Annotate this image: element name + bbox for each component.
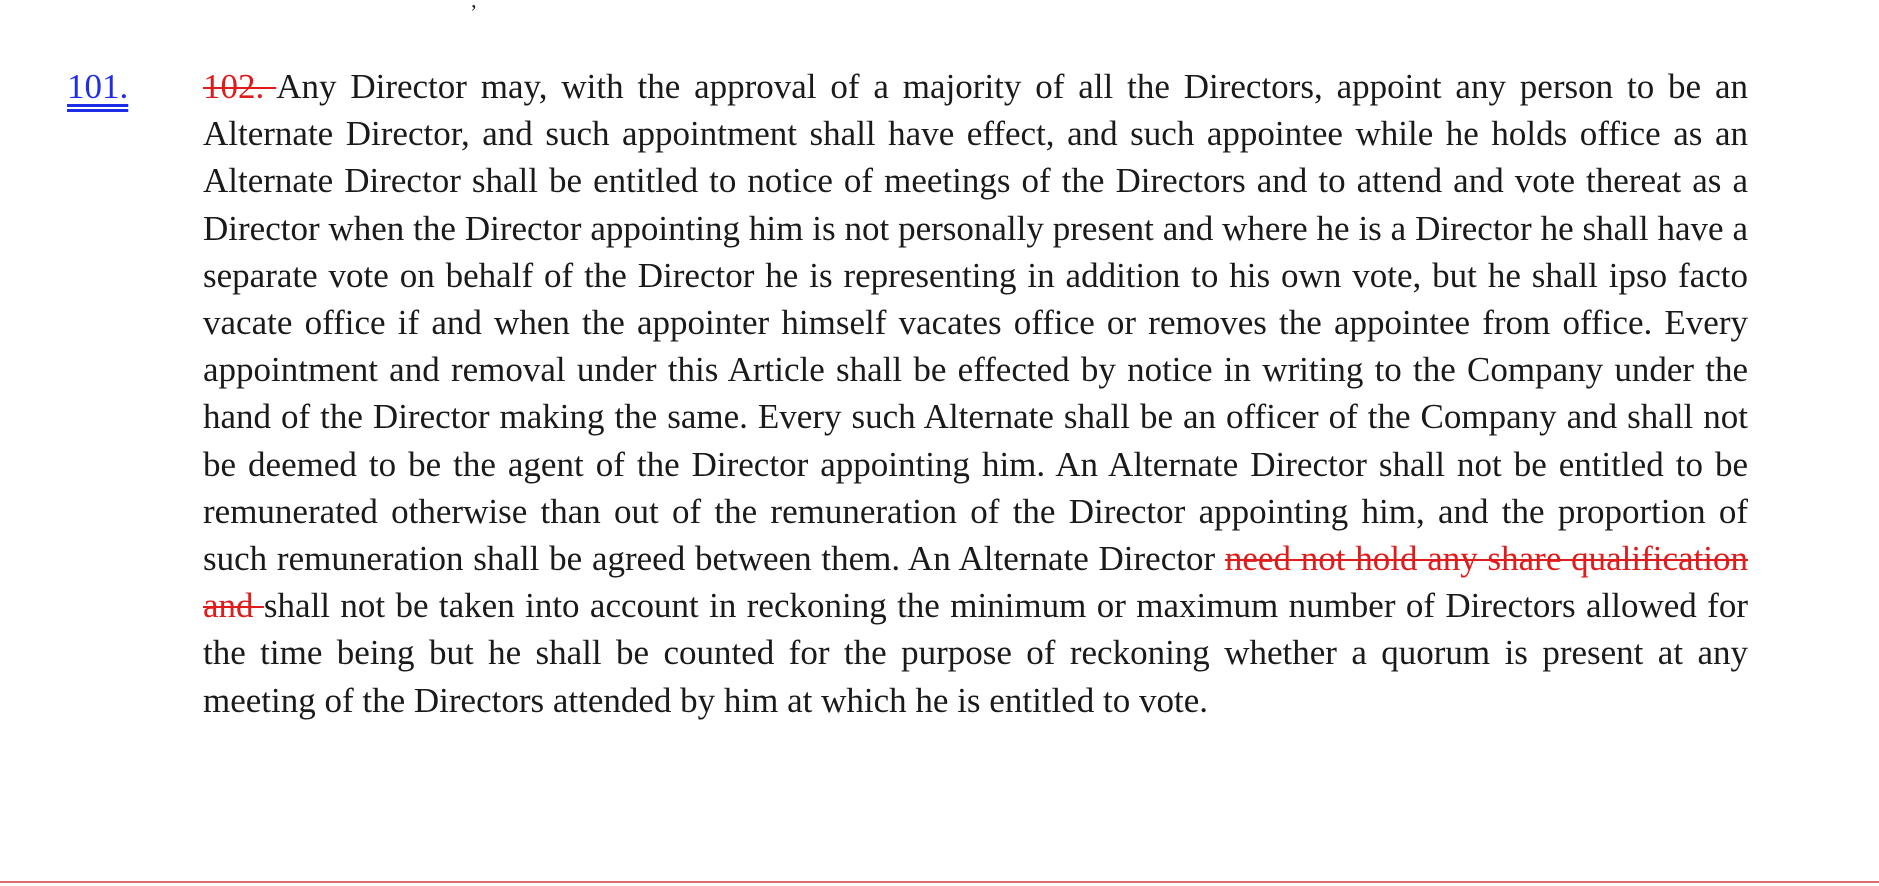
article-paragraph	[203, 63, 1748, 724]
page-bottom-rule	[0, 881, 1879, 883]
deleted-text: need not hold any share qualification and	[203, 539, 1749, 626]
stray-mark: ʼ	[470, 0, 478, 25]
paragraph-text-part2: shall not be taken into account in reckoning the minimum or maximum number of Directors allowed for the time being but he shall be counted for the purpose of reckoning whether a quorum is present at any meeting of the Directors attended by him at which he is entitled to vote.	[203, 586, 1748, 720]
article-number: 101.	[67, 67, 129, 106]
paragraph-text-part1: Any Director may, with the approval of a majority of all the Directors, appoint any person to be an Alternate Director, and such appointment shall have effect, and such appointee while he holds office as an Alternate Director shall be entitled to notice of meetings of the Directors and to attend and vote thereat as a Director when the Director appointing him is not personally present and where he is a Director he shall have a separate vote on behalf of the Director he is representing in addition to his own vote, but he shall ipso facto vacate office if and when the appointer himself vacates office or removes the appointee from office. Every appointment and removal under this Article shall be effected by notice in writing to the Company under the hand of the Director making the same. Every such Alternate shall be an officer of the Company and shall not be deemed to be the agent of the Director appointing him. An Alternate Director shall not be entitled to be remunerated otherwise than out of the remuneration of the Director appointing him, and the proportion of such remuneration shall be agreed between them. An Alternate Director	[203, 67, 1748, 579]
deleted-old-number: 102.	[203, 67, 277, 106]
